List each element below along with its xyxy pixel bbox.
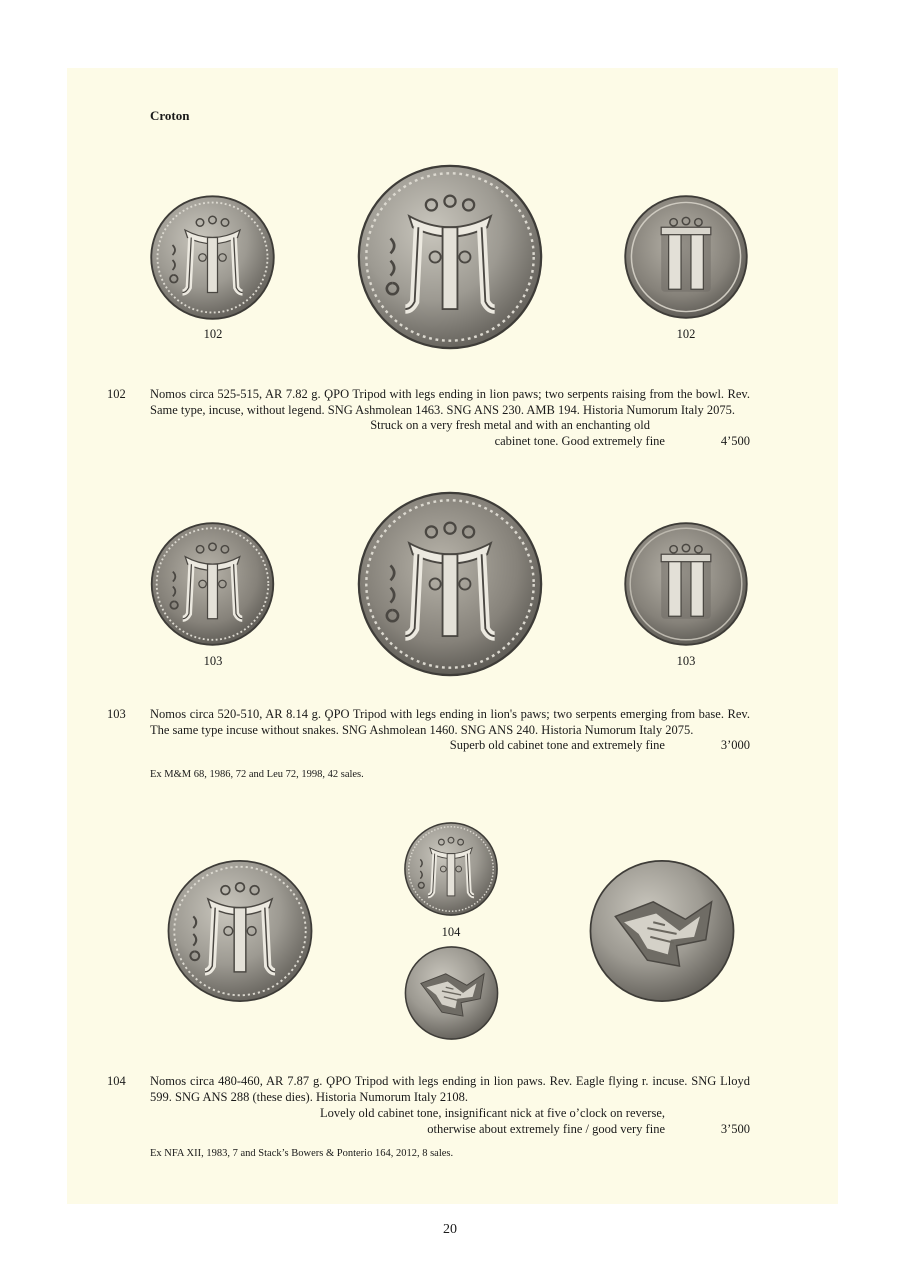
coin-obverse-104-enlarged [165, 858, 315, 1004]
lot-condition-103: Superb old cabinet tone and extremely fine [449, 738, 665, 752]
coin-obverse-103-small [150, 522, 275, 646]
lot-number-102: 102 [107, 387, 126, 401]
coin-label-103-left: 103 [203, 654, 223, 668]
coin-label-104: 104 [441, 925, 461, 939]
lot-condition-104-line2: otherwise about extremely fine / good very fine [427, 1122, 665, 1136]
coin-obverse-104-small [402, 821, 500, 917]
lot-provenance-103: Ex M&M 68, 1986, 72 and Leu 72, 1998, 42 sales. [150, 769, 364, 780]
coin-reverse-104-enlarged [588, 858, 736, 1004]
coin-reverse-102 [624, 195, 748, 319]
lot-price-104: 3’500 [720, 1122, 750, 1136]
lot-condition-102-line2: cabinet tone. Good extremely fine [494, 434, 665, 448]
coin-obverse-102-small [150, 195, 275, 320]
page-number: 20 [443, 1222, 457, 1237]
lot-description-103: Nomos circa 520-510, AR 8.14 g. ϘPO Tripod with legs ending in lion's paws; two serpents emerging from base. Rev. The same type incuse without snakes. SNG Ashmolean 1460. SNG ANS 240. Historia Numorum Italy 2075. [150, 707, 750, 737]
lot-description-104: Nomos circa 480-460, AR 7.87 g. ϘPO Tripod with legs ending in lion paws. Rev. Eagle flying r. incuse. SNG Lloyd 599. SNG ANS 288 (these dies). Historia Numorum Italy 2108. [150, 1074, 750, 1104]
lot-condition-102-line1: Struck on a very fresh metal and with an enchanting old [370, 418, 650, 432]
lot-number-103: 103 [107, 707, 126, 721]
coin-obverse-103-enlarged [357, 490, 543, 678]
coin-label-102-right: 102 [676, 327, 696, 341]
lot-price-103: 3’000 [720, 738, 750, 752]
section-heading: Croton [150, 108, 190, 123]
coin-reverse-104-small [403, 945, 500, 1041]
coin-label-102-left: 102 [203, 327, 223, 341]
coin-reverse-103 [624, 522, 748, 646]
lot-number-104: 104 [107, 1074, 126, 1088]
lot-provenance-104: Ex NFA XII, 1983, 7 and Stack’s Bowers & Ponterio 164, 2012, 8 sales. [150, 1148, 454, 1159]
coin-obverse-102-enlarged [357, 163, 543, 351]
lot-description-102: Nomos circa 525-515, AR 7.82 g. ϘPO Tripod with legs ending in lion paws; two serpents raising from the bowl. Rev. Same type, incuse, without legend. SNG Ashmolean 1463. SNG ANS 230. AMB 194. Historia Numorum Italy 2075. [150, 387, 750, 417]
coin-label-103-right: 103 [676, 654, 696, 668]
lot-price-102: 4’500 [720, 434, 750, 448]
lot-condition-104-line1: Lovely old cabinet tone, insignificant nick at five o’clock on reverse, [319, 1106, 665, 1120]
